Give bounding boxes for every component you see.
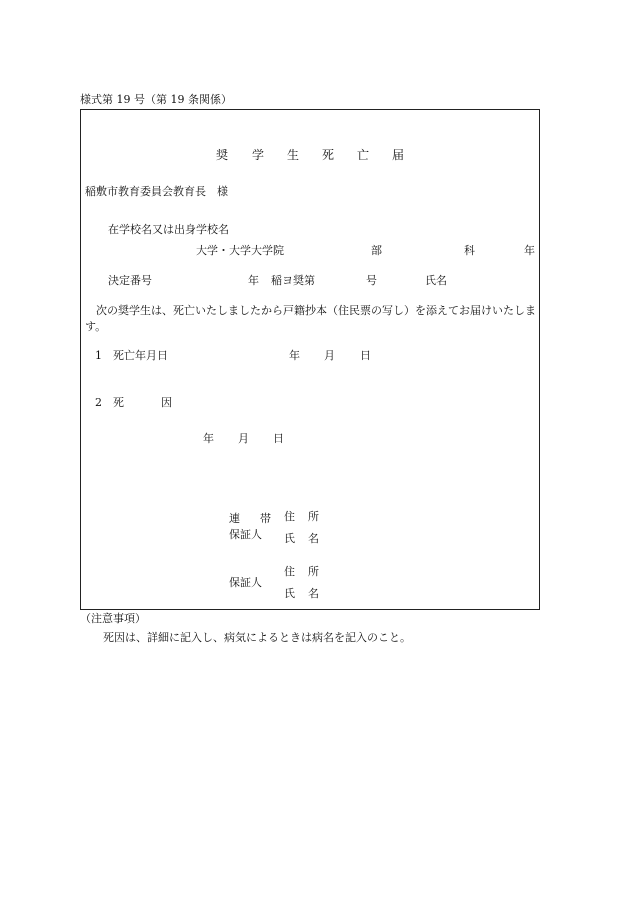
- form-number: 様式第 19 号（第 19 条関係）: [80, 93, 232, 106]
- title-char: 学: [252, 148, 265, 162]
- title-char: 奨: [216, 148, 229, 162]
- school-label: 在学校名又は出身学校名: [108, 223, 229, 236]
- title-char: 生: [287, 148, 300, 162]
- decision-prefix: 稲ヨ奨第: [271, 274, 315, 287]
- decision-number-suffix: 号: [366, 274, 377, 287]
- title-char: 亡: [357, 148, 370, 162]
- name-label-char: 氏: [284, 532, 295, 545]
- school-year-label: 年: [524, 244, 535, 257]
- filing-day-label: 日: [273, 432, 284, 445]
- title-char: 届: [392, 148, 405, 162]
- filing-year-label: 年: [203, 432, 214, 445]
- department-label: 科: [464, 244, 475, 257]
- death-month-label: 月: [324, 349, 335, 362]
- cause-label-char: 因: [161, 396, 172, 409]
- addressee: 稲敷市教育委員会教育長 様: [85, 185, 228, 198]
- filing-month-label: 月: [238, 432, 249, 445]
- address-label-char: 住: [284, 510, 295, 523]
- university-label: 大学・大学大学院: [196, 244, 284, 257]
- death-day-label: 日: [360, 349, 371, 362]
- notes-text: 死因は、詳細に記入し、病気によるときは病名を記入のこと。: [103, 631, 411, 644]
- death-year-label: 年: [289, 349, 300, 362]
- guarantor-label: 保証人: [229, 528, 262, 541]
- address-label-char: 住: [284, 565, 295, 578]
- decision-number-label: 決定番号: [108, 274, 152, 287]
- guarantor-label: 保証人: [229, 576, 262, 589]
- joint-label-char: 連: [229, 512, 240, 525]
- item-number: 2: [95, 396, 102, 409]
- joint-label-char: 帯: [260, 512, 271, 525]
- name-label-char: 名: [308, 532, 319, 545]
- student-name-label: 氏名: [425, 274, 447, 287]
- cause-label-char: 死: [113, 396, 124, 409]
- address-label-char: 所: [308, 565, 319, 578]
- faculty-label: 部: [371, 244, 382, 257]
- death-date-label: 死亡年月日: [113, 349, 168, 362]
- decision-year-label: 年: [248, 274, 259, 287]
- name-label-char: 氏: [284, 587, 295, 600]
- name-label-char: 名: [308, 587, 319, 600]
- notes-heading: （注意事項）: [80, 612, 146, 625]
- statement-text: 次の奨学生は、死亡いたしましたから戸籍抄本（住民票の写し）を添えてお届けいたします。: [85, 304, 536, 333]
- address-label-char: 所: [308, 510, 319, 523]
- title-char: 死: [322, 148, 335, 162]
- item-number: 1: [95, 349, 102, 362]
